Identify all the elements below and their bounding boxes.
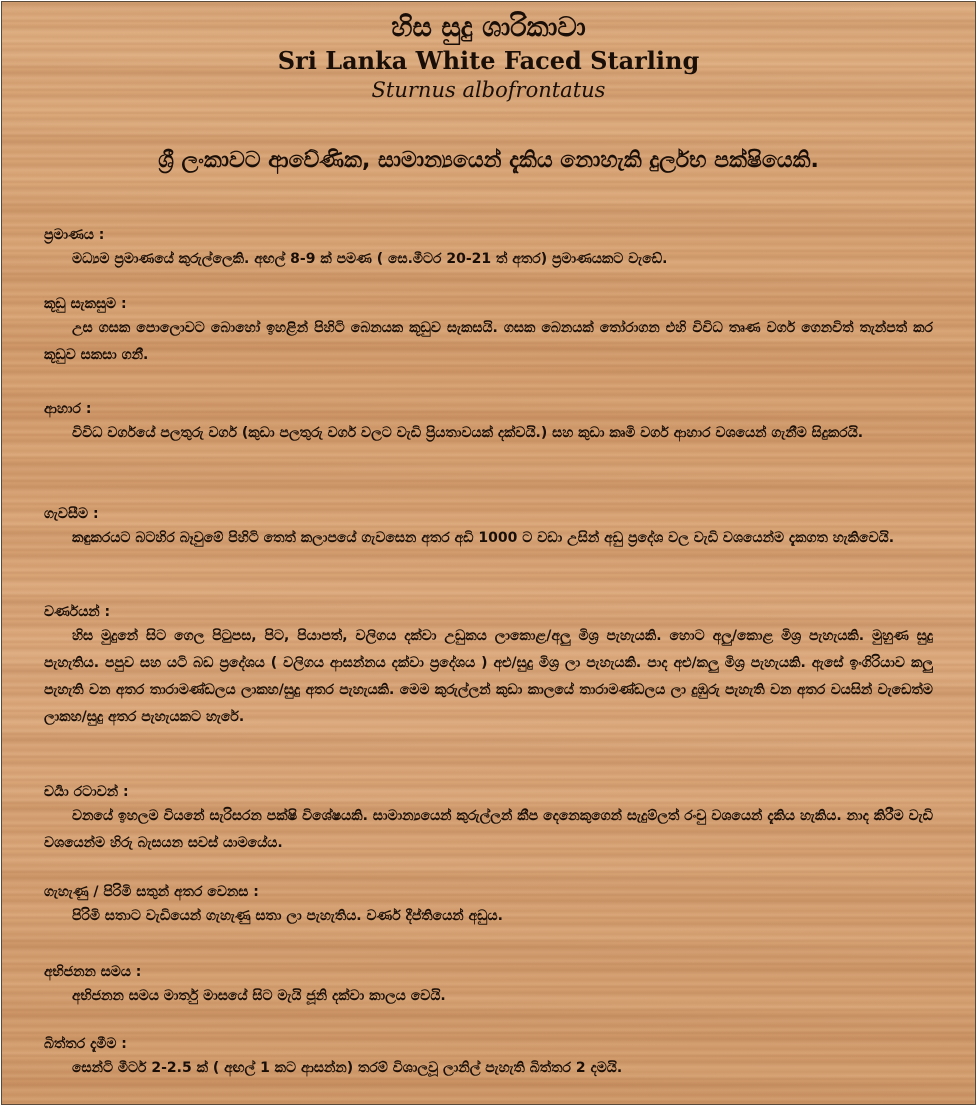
section-heading: ආහාර : xyxy=(44,401,92,417)
section-habitat xyxy=(44,505,933,552)
section-colours xyxy=(44,603,933,731)
info-card xyxy=(1,1,976,1105)
scientific-name: Sturnus albofrontatus xyxy=(371,78,606,102)
section-body: මධ්‍යම ප්‍රමාණයේ කුරුල්ලෙකි. අඟල් 8-9 ක් පමණ ( සෙ.මීටර 20-21 ත් අතර) ප්‍රමාණයකට වැඩේ. xyxy=(72,251,668,267)
section-breeding-season xyxy=(44,963,933,1010)
section-body: විවිධ වර්ගයේ පලතුරු වර්ග (කුඩා පලතුරු වර්ග වලට වැඩි ප්‍රියතාවයක් දක්වයි.) සහ කුඩා කෘමි වර්ග ආහාර වශයෙන් ගැනීම සිදුකරයි. xyxy=(72,425,864,441)
section-heading: ප්‍රමාණය : xyxy=(44,227,105,243)
section-food xyxy=(44,400,933,447)
section-body: වනයේ ඉහලම වියනේ සැරිසරන පක්ෂි විශේෂයකි. සාමාන්‍යයෙන් කුරුල්ලන් කීප දෙනෙකුගෙන් සැදුම්ලත් රංචු වශයෙන් දැකිය හැකිය. නාද කිරීම වැඩි වශයෙන්ම හිරු බැසයන සවස් යාමයේය. xyxy=(44,808,933,851)
section-body: උස ගසක පොලොවට බොහෝ ඉහළින් පිහිටි බෙනයක කූඩුව සැකසයි. ගසක බෙනයක් තෝරාගන එහි විවිධ තෘණ වර්ග ගෙනවිත් තැන්පත් කර කූඩුව සකසා ගනී. xyxy=(44,320,933,363)
section-heading: වර්ණයන් : xyxy=(44,604,111,620)
section-behaviour xyxy=(44,783,933,857)
section-heading: කූඩු සැකසුම : xyxy=(44,296,127,312)
section-sex-differences xyxy=(44,883,933,930)
section-body: කඳුකරයට බටහිර බෑවුමේ පිහිටි තෙත් කලාපයේ ගැවසෙන අතර අඩි 1000 ට වඩා උසින් අඩු ප්‍රදේශ වල වැඩි වශයෙන්ම දැකගත හැකිවෙයි. xyxy=(72,530,895,546)
section-heading: චර්‍යා රටාවන් : xyxy=(44,784,129,800)
section-heading: අභිජනන සමය : xyxy=(44,964,142,980)
title-english: Sri Lanka White Faced Starling xyxy=(277,46,700,75)
title-sinhala: හිස සුදු ශාරිකාවා xyxy=(391,12,586,43)
section-heading: බිත්තර දැමීම : xyxy=(44,1036,127,1052)
section-body: අභිජනන සමය මාර්තු මාසයේ සිට මැයි ජූනි දක්වා කාලය වෙයි. xyxy=(72,988,446,1004)
header xyxy=(2,2,975,104)
tagline: ශ්‍රී ලංකාවට ආවේණික, සාමාන්‍යයෙන් දැකිය නොහැකි දුර්ලභ පක්ෂියෙකි. xyxy=(158,148,819,173)
section-body: සෙන්ටි මීටර් 2-2.5 ක් ( අඟල් 1 කට ආසන්න) තරම් විශාලවූ ලානිල් පැහැති බිත්තර 2 දමයි. xyxy=(72,1060,623,1076)
section-nesting xyxy=(44,295,933,369)
section-heading: ගැහැණු / පිරිමි සතුන් අතර වෙනස : xyxy=(44,884,259,900)
section-body: පිරිමි සතාට වැඩියෙන් ගැහැණු සතා ලා පැහැතිය. වර්ණ දීප්තියෙන් අඩුය. xyxy=(72,908,503,924)
section-body: හිස මුදුනේ සිට ගෙල පිටුපස, පිට, පියාපත්, වලිගය දක්වා උඩුකය ලාකොළ/අලු මිශ්‍ර පැහැයකි. හොට අලු/කොළ මිශ්‍ර පැහැයකි. මුහුණ සුදු පැහැතිය. පපුව සහ යටි බඩ ප්‍රදේශය ( වලිගය ආසන්නය දක්වා ප්‍රදේශය ) අළු/සුදු මිශ්‍ර ලා පැහැයකි. පාද අළු/කලු මිශ්‍ර පැහැයකි. ඇසේ ඉංගිරියාව කලු පැහැති වන අතර තාරාමණ්ඩලය ලාකහ/සුදු අතර පැහැයකි. මෙම කුරුල්ලන් කුඩා කාලයේ තාරාමණ්ඩලය ලා දුඹුරු පැහැති වන අතර වයසින් වැඩෙත්ම ලාකහ/සුදු අතර පැහැයකට හැරේ. xyxy=(44,628,933,725)
section-size xyxy=(44,226,933,273)
section-egg-laying xyxy=(44,1035,933,1082)
section-heading: ගැවසීම : xyxy=(44,506,99,522)
